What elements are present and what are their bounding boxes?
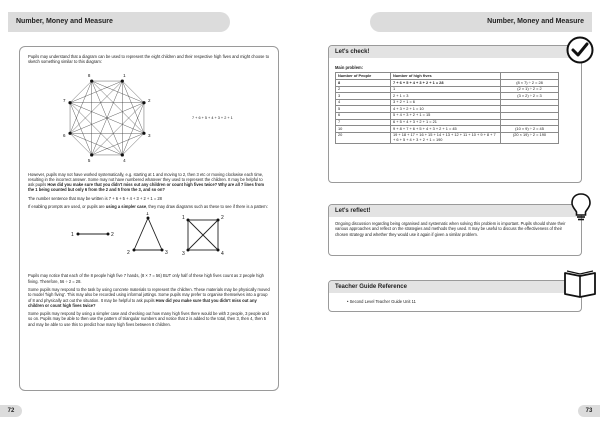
octagon-vertex (68, 101, 71, 104)
octagon-vertex (90, 79, 93, 82)
octagon-vertex (90, 153, 93, 156)
table-cell: 2 (336, 86, 391, 93)
teacher-guide-item: • Second Level Teacher Guide Unit 11 (347, 299, 575, 304)
octagon-edge (122, 133, 144, 155)
table-cell: 4 (336, 99, 391, 106)
table-cell (501, 99, 559, 106)
teacher-guide-title: Teacher Guide Reference (329, 281, 581, 293)
table-cell: 4 + 3 + 2 + 1 = 10 (391, 106, 501, 113)
table-cell: 3 + 2 + 1 = 6 (391, 99, 501, 106)
table-header-row: Number of People Number of high fives (336, 73, 559, 80)
shape-label: 1 (71, 232, 74, 239)
shape-label: 1 (146, 212, 149, 218)
table-row (336, 132, 559, 143)
high-fives-table (335, 72, 559, 144)
octagon-label: 2 (147, 97, 151, 103)
prompt-question: How did you make sure that you didn't miss out any children or count high fives twice? Why are all 7 lines from the 1 being counted but only 6 from the 2 and 5 from the 3, and so on? (28, 182, 264, 193)
table-cell: 9 + 8 + 7 + 6 + 5 + 4 + 3 + 2 + 1 = 45 (391, 126, 501, 133)
shapes-svg (68, 212, 268, 270)
table-cell (501, 112, 559, 119)
right-page-number: 73 (578, 405, 600, 417)
table-row (336, 112, 559, 119)
octagon-svg (52, 68, 162, 168)
reflect-text: Ongoing discussion regarding being organised and systematic when solving this problem is important. Pupils should share their various approaches and reflect on the strategies and methods they used. It may be useful to discuss the effectiveness of their chosen strategy and whether they would use it again if given a similar problem. (335, 221, 566, 237)
table-cell: 19 + 18 + 17 + 16 + 15 + 14 + 13 + 12 + 11 + 10 + 9 + 8 + 7 + 6 + 5 + 4 + 3 + 2 + 1 = 190 (391, 132, 501, 143)
open-book-icon (563, 268, 597, 298)
table-cell: 10 (336, 126, 391, 133)
table-cell: 6 (336, 112, 391, 119)
right-page (300, 0, 600, 423)
octagon-vertex (121, 79, 124, 82)
octagon-edge (70, 133, 122, 155)
table-cell: 5 (336, 106, 391, 113)
paragraph-systematic: However, pupils may not have worked systematically, e.g. starting at 1 and moving to 2, then 3 etc or moving clockwise each time, resulting in the incorrect answer. Some may not have numbered whatever they used to represent the children. It may be helpful to ask pupils How did you make sure that you didn't miss out any children or count high fives twice? Why are all 7 lines from the 1 being counted but only 6 from the 2 and 5 from the 3, and so on? (28, 171, 264, 193)
octagon-edge (70, 81, 122, 103)
octagon-edge (92, 102, 144, 154)
octagon-edge (70, 133, 92, 155)
octagon-equation: 7 + 6 + 5 + 4 + 3 + 2 + 1 (192, 115, 233, 120)
table-cell: (10 × 9) ÷ 2 = 45 (501, 126, 559, 133)
shape-label: 2 (127, 250, 130, 257)
octagon-diagram (52, 68, 233, 168)
lets-check-panel (328, 45, 582, 183)
octagon-edge (122, 81, 144, 103)
octagon-edge (70, 81, 122, 133)
teacher-guide-panel (328, 280, 582, 312)
lets-check-title: Let's check! (329, 46, 581, 58)
octagon-vertex (142, 131, 145, 134)
left-page-header: Number, Money and Measure (8, 12, 230, 32)
table-row (336, 86, 559, 93)
octagon-edge (92, 81, 144, 133)
table-cell (501, 119, 559, 126)
shape-label: 2 (221, 215, 224, 222)
table-cell: 20 (336, 132, 391, 143)
simpler-case-highlight: using a simpler case (105, 204, 147, 210)
table-cell: (8 × 7) ÷ 2 = 28 (501, 80, 559, 87)
table-row (336, 126, 559, 133)
left-content-box (19, 46, 279, 391)
table-cell: 5 + 4 + 3 + 2 + 1 = 15 (391, 112, 501, 119)
paragraph-concrete: Some pupils may respond to the task by using concrete materials to represent the children. These materials may be physically moved to model 'high fiving'. This may also be recorded using informal jottings. Some pupils may prefer to organise themselves into a group of 8 and physically act out the situation. It may be helpful to ask pupils How did you make sure that you didn't miss out any children or count high fives twice? (28, 286, 270, 308)
shape-label: 2 (111, 232, 114, 239)
paragraph-intro: Pupils may understand that a diagram can be used to represent the eight children and their respective high fives and might choose to sketch something similar to this diagram: (28, 54, 269, 65)
octagon-label: 5 (87, 157, 91, 163)
octagon-edge (70, 102, 92, 154)
table-row (336, 99, 559, 106)
table-row (336, 80, 559, 87)
checkmark-circle-icon (566, 36, 594, 64)
lets-reflect-title: Let's reflect! (329, 205, 581, 217)
right-page-header: Number, Money and Measure (370, 12, 592, 32)
octagon-label: 4 (123, 157, 126, 163)
lets-reflect-panel (328, 204, 582, 256)
prompt-question-2: How did you make sure that you didn't miss out any children or count high fives twice? (28, 297, 257, 308)
table-cell: 6 + 5 + 4 + 3 + 2 + 1 = 21 (391, 119, 501, 126)
table-cell: (3 × 2) ÷ 2 = 3 (501, 93, 559, 100)
shape-label: 4 (221, 251, 224, 258)
table-cell: (2 × 1) ÷ 2 = 2 (501, 86, 559, 93)
table-row (336, 119, 559, 126)
simpler-case-diagrams (68, 212, 270, 270)
triangle-three-people (134, 218, 162, 250)
table-row (336, 106, 559, 113)
table-cell: 3 (336, 93, 391, 100)
table-cell: 8 (336, 80, 391, 87)
table-row (336, 93, 559, 100)
paragraph-triangular: Some pupils may respond by using a simpler case and checking out how many high fives there would be with 2 people, 3 people and so on. Pupils may be able to then use the pattern of triangular numbers and notice that 2 is added to the total, then 3, then 4, then 5 and may be able to use this to predict how many high fives between 8 children. (28, 311, 269, 327)
octagon-edge (70, 102, 122, 154)
octagon-edge (92, 133, 144, 155)
table-cell (501, 106, 559, 113)
table-cell: 7 (336, 119, 391, 126)
lightbulb-icon (570, 192, 592, 222)
paragraph-simpler-case: If enabling prompts are used, or pupils are using a simpler case, they may draw diagrams such as these to see if there is a pattern: (28, 204, 268, 210)
octagon-label: 1 (123, 72, 126, 78)
table-cell: 7 + 6 + 5 + 4 + 3 + 2 + 1 = 28 (391, 80, 501, 87)
left-page-number: 72 (0, 405, 22, 417)
shape-label: 3 (165, 250, 168, 257)
paragraph-number-sentence: The number sentence that may be written is 7 + 6 + 5 + 4 + 3 + 2 + 1 = 28 (28, 195, 162, 201)
octagon-edge (70, 81, 92, 103)
octagon-vertex (68, 131, 71, 134)
table-cell: (20 × 19) ÷ 2 = 190 (501, 132, 559, 143)
octagon-vertex (142, 101, 145, 104)
shape-label: 1 (182, 215, 185, 222)
table-cell: 1 (391, 86, 501, 93)
shape-label: 3 (182, 251, 185, 258)
main-problem-label: Main problem: (335, 65, 363, 70)
paragraph-multiplication: Pupils may notice that each of the 8 people high five 7 hands, (8 × 7 = 56) BUT only half of these high fives count as 2 people high fiving. Therefore, 56 ÷ 2 = 28. (28, 273, 264, 284)
octagon-label: 8 (87, 72, 91, 78)
octagon-label: 3 (147, 132, 151, 138)
octagon-vertex (121, 153, 124, 156)
octagon-label: 7 (63, 97, 66, 103)
octagon-label: 6 (63, 132, 66, 138)
table-cell: 2 + 1 = 3 (391, 93, 501, 100)
